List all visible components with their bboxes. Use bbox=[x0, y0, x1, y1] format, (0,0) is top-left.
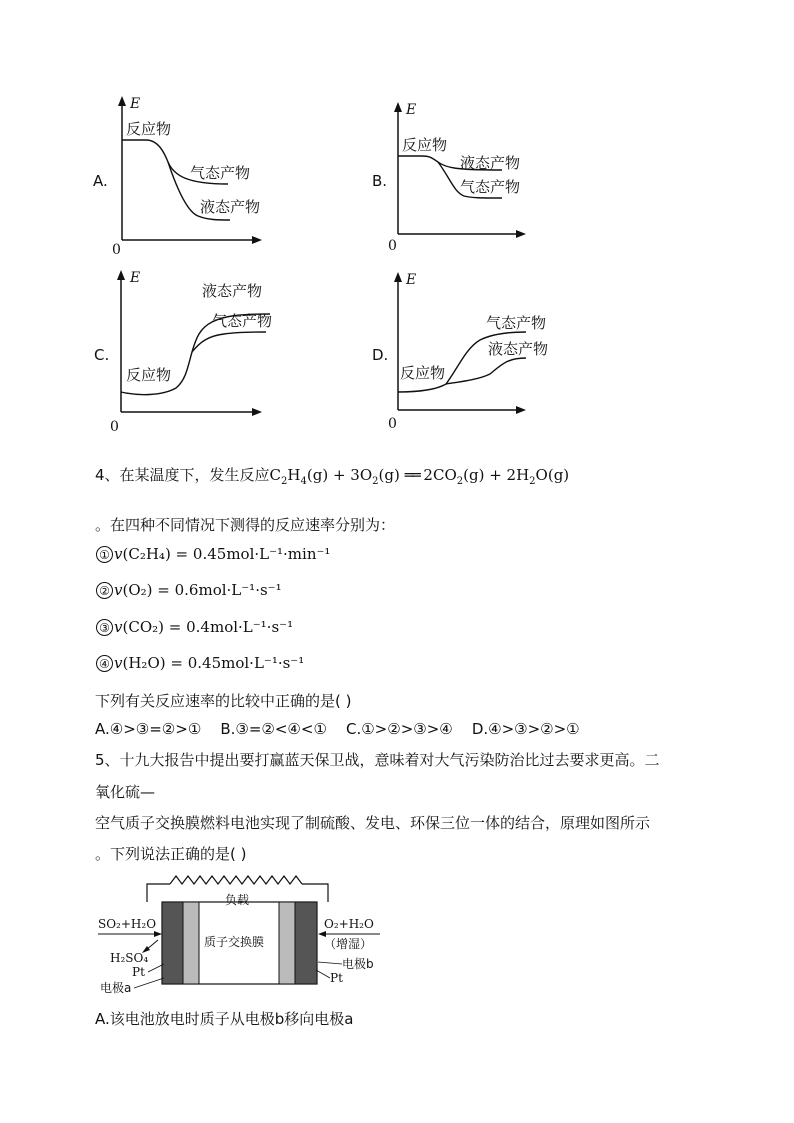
membrane-label: 质子交换膜 bbox=[204, 935, 265, 949]
product-label-2: 液态产物 bbox=[200, 198, 261, 216]
rate-1: ① v(C₂H₄) = 0.45mol·L⁻¹·min⁻¹ bbox=[95, 545, 330, 563]
rate-value: 0.4 bbox=[186, 618, 210, 636]
option-c: C.①>②>③>④ bbox=[345, 720, 453, 738]
option-label: D. bbox=[372, 346, 389, 364]
q5-line-3: 空气质子交换膜燃料电池实现了制硫酸、发电、环保三位一体的结合，原理如图所示 bbox=[95, 814, 651, 832]
axis-label-e: E bbox=[406, 272, 417, 288]
rate-2: ② v(O₂) = 0.6mol·L⁻¹·s⁻¹ bbox=[95, 581, 282, 599]
product-label-1: 气态产物 bbox=[190, 164, 251, 182]
option-label: A. bbox=[93, 172, 108, 190]
graph-option-a bbox=[88, 92, 288, 262]
fuel-cell-diagram bbox=[92, 870, 402, 1000]
reactant-label: 反应物 bbox=[402, 136, 448, 154]
q4-question: 下列有关反应速率的比较中正确的是( ) bbox=[95, 692, 352, 710]
product-label-2: 气态产物 bbox=[460, 178, 521, 196]
rate-3: ③ v(CO₂) = 0.4mol·L⁻¹·s⁻¹ bbox=[95, 618, 293, 636]
rate-number: ③ bbox=[96, 619, 113, 636]
rate-number: ④ bbox=[96, 655, 113, 672]
q4-options bbox=[95, 720, 580, 738]
pt-left-label: Pt bbox=[132, 965, 145, 979]
rate-value: 0.45 bbox=[187, 654, 222, 672]
rate-unit: mol·L⁻¹·min⁻¹ bbox=[226, 545, 331, 563]
rate-number: ② bbox=[96, 582, 113, 599]
rate-species: H₂O bbox=[128, 654, 160, 672]
q4-intro: 4、在某温度下，发生反应 bbox=[95, 466, 270, 484]
graph-option-c bbox=[88, 266, 288, 436]
q5-line-4: 。下列说法正确的是( ) bbox=[95, 845, 247, 863]
q4-intro-line bbox=[95, 464, 569, 487]
graph-option-d bbox=[368, 268, 568, 438]
reactant-label: 反应物 bbox=[126, 366, 172, 384]
right-input-label: O₂+H₂O bbox=[324, 917, 374, 931]
reactant-label: 反应物 bbox=[400, 364, 446, 382]
option-b: B.③=②<④<① bbox=[220, 720, 327, 738]
product-label-1: 气态产物 bbox=[486, 314, 547, 332]
electrode-b-label: 电极b bbox=[342, 957, 374, 971]
rate-value: 0.45 bbox=[192, 545, 227, 563]
left-output-label: H₂SO₄ bbox=[110, 951, 149, 965]
option-a: A.④>③=②>① bbox=[95, 720, 202, 738]
electrode-a-label: 电极a bbox=[100, 981, 132, 995]
rate-4: ④ v(H₂O) = 0.45mol·L⁻¹·s⁻¹ bbox=[95, 654, 304, 672]
graph-option-b bbox=[368, 96, 568, 266]
origin-label: 0 bbox=[112, 242, 121, 258]
option-label: B. bbox=[372, 172, 388, 190]
q4-continuation: 。在四种不同情况下测得的反应速率分别为： bbox=[95, 516, 396, 534]
q5-line-2: 氧化硫— bbox=[95, 783, 156, 801]
reaction-equation: $C_2H_4(g) + 3O_2(g)$ ══ $2CO_2(g) + 2H_2O(g)$ bbox=[269, 466, 570, 487]
rate-unit: mol·L⁻¹·s⁻¹ bbox=[198, 581, 282, 599]
rate-value: 0.6 bbox=[174, 581, 199, 599]
axis-label-e: E bbox=[406, 102, 417, 118]
pt-right-label: Pt bbox=[330, 971, 343, 985]
origin-label: 0 bbox=[110, 419, 119, 435]
axis-label-e: E bbox=[130, 270, 141, 286]
load-label: 负载 bbox=[225, 893, 250, 907]
rate-species: CO₂ bbox=[128, 618, 159, 636]
humidified-label: （增湿） bbox=[324, 937, 373, 951]
option-label: C. bbox=[94, 346, 110, 364]
rate-number: ① bbox=[96, 546, 113, 563]
rate-species: O₂ bbox=[128, 581, 147, 599]
origin-label: 0 bbox=[388, 238, 397, 254]
q5-option-a: A.该电池放电时质子从电极b移向电极a bbox=[95, 1010, 354, 1028]
product-label-2: 液态产物 bbox=[488, 340, 549, 358]
rate-species: C₂H₄ bbox=[128, 545, 165, 563]
option-d: D.④>③>②>① bbox=[471, 720, 580, 738]
product-label-1: 液态产物 bbox=[460, 154, 521, 172]
rate-unit: mol·L⁻¹·s⁻¹ bbox=[209, 618, 294, 636]
axis-label-e: E bbox=[130, 96, 141, 112]
reactant-label: 反应物 bbox=[126, 120, 172, 138]
product-label-2: 气态产物 bbox=[212, 312, 273, 330]
q5-line-1: 5、十九大报告中提出要打赢蓝天保卫战，意味着对大气污染防治比过去要求更高。二 bbox=[95, 751, 660, 769]
rate-unit: mol·L⁻¹·s⁻¹ bbox=[221, 654, 305, 672]
origin-label: 0 bbox=[388, 416, 397, 432]
left-input-label: SO₂+H₂O bbox=[98, 917, 157, 931]
product-label-1: 液态产物 bbox=[202, 282, 263, 300]
